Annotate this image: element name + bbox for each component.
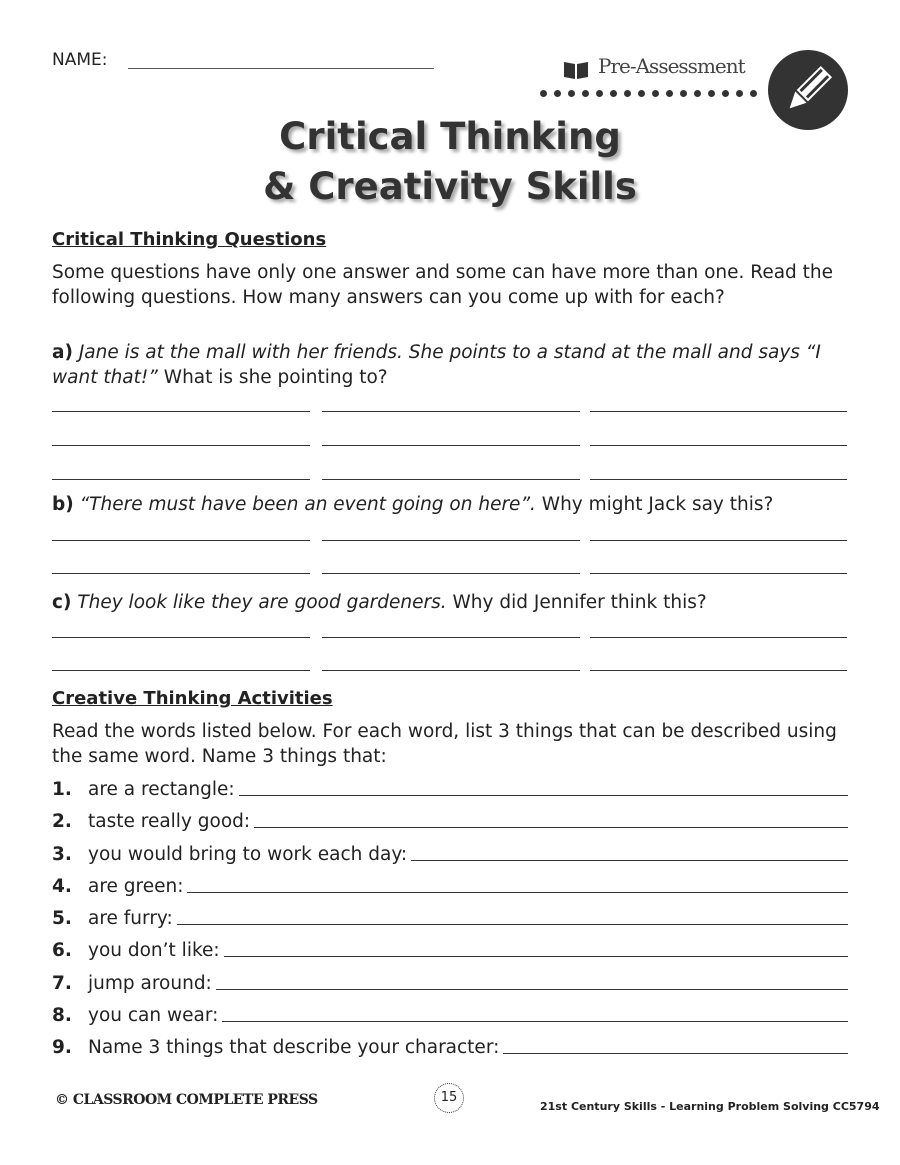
item-number: 2. [52, 811, 72, 832]
critical-intro: Some questions have only one answer and some can have more than one. Read the following questions. How many answers can you come up with for each? [52, 262, 834, 308]
question-plain: Why might Jack say this? [535, 494, 774, 515]
item-answer-line[interactable] [239, 795, 848, 796]
answer-line[interactable] [52, 670, 310, 671]
answer-line[interactable] [322, 670, 580, 671]
book-icon [562, 60, 590, 80]
publisher-logo: © CLASSROOM COMPLETE PRESS [55, 1092, 318, 1108]
answer-line[interactable] [52, 479, 310, 480]
item-number: 7. [52, 973, 72, 994]
question-b [52, 492, 852, 517]
answer-line[interactable] [52, 573, 310, 574]
title-line-1: Critical Thinking [279, 115, 621, 158]
creative-heading: Creative Thinking Activities [52, 688, 333, 709]
answer-line[interactable] [590, 411, 847, 412]
item-prompt: are furry: [88, 908, 173, 929]
item-answer-line[interactable] [177, 924, 848, 925]
critical-heading: Critical Thinking Questions [52, 229, 327, 250]
creative-item [52, 873, 848, 897]
answer-line[interactable] [52, 540, 310, 541]
answer-line[interactable] [52, 637, 310, 638]
item-answer-line[interactable] [216, 989, 848, 990]
answer-line[interactable] [590, 445, 847, 446]
name-label: NAME: [52, 50, 108, 70]
item-answer-line[interactable] [503, 1053, 848, 1054]
question-letter: a) [52, 342, 73, 363]
answer-line[interactable] [52, 445, 310, 446]
question-a [52, 340, 852, 390]
creative-intro: Read the words listed below. For each word, list 3 things that can be described using the same word. Name 3 things that: [52, 721, 837, 767]
item-number: 1. [52, 779, 72, 800]
item-answer-line[interactable] [222, 1021, 848, 1022]
creative-item [52, 841, 848, 865]
question-letter: c) [52, 592, 72, 613]
creative-item [52, 776, 848, 800]
creative-item [52, 970, 848, 994]
item-prompt: Name 3 things that describe your character: [88, 1037, 500, 1058]
answer-line[interactable] [590, 479, 847, 480]
item-number: 3. [52, 844, 72, 865]
creative-item [52, 937, 848, 961]
item-answer-line[interactable] [224, 956, 848, 957]
question-c [52, 590, 852, 615]
series-title: 21st Century Skills - Learning Problem Solving CC5794 [540, 1100, 880, 1113]
question-plain: What is she pointing to? [157, 367, 388, 388]
answer-line[interactable] [322, 637, 580, 638]
answer-line[interactable] [52, 411, 310, 412]
name-field-line[interactable] [128, 68, 434, 69]
answer-line[interactable] [590, 637, 847, 638]
answer-line[interactable] [322, 411, 580, 412]
item-number: 4. [52, 876, 72, 897]
question-italic: They look like they are good gardeners. [77, 592, 447, 613]
item-answer-line[interactable] [187, 892, 848, 893]
answer-line[interactable] [590, 573, 847, 574]
answer-line[interactable] [322, 445, 580, 446]
item-number: 6. [52, 940, 72, 961]
item-prompt: you can wear: [88, 1005, 219, 1026]
item-prompt: you would bring to work each day: [88, 844, 408, 865]
item-prompt: are green: [88, 876, 184, 897]
question-italic: Jane is at the mall with her friends. She points to a stand at the mall and says “I want that!” [52, 342, 821, 388]
creative-item [52, 1002, 848, 1026]
creative-item [52, 808, 848, 832]
item-prompt: taste really good: [88, 811, 251, 832]
page-number: 15 [434, 1083, 464, 1113]
question-italic: “There must have been an event going on here”. [79, 494, 536, 515]
item-answer-line[interactable] [254, 827, 848, 828]
item-prompt: are a rectangle: [88, 779, 235, 800]
answer-line[interactable] [590, 670, 847, 671]
title-line-2: & Creativity Skills [263, 165, 637, 208]
creative-item [52, 1034, 848, 1058]
item-answer-line[interactable] [411, 860, 848, 861]
dotted-divider [540, 90, 757, 97]
item-prompt: you don’t like: [88, 940, 220, 961]
item-number: 9. [52, 1037, 72, 1058]
item-number: 8. [52, 1005, 72, 1026]
answer-line[interactable] [590, 540, 847, 541]
pre-assessment-badge: Pre-Assessment [598, 54, 745, 78]
item-prompt: jump around: [88, 973, 212, 994]
question-plain: Why did Jennifer think this? [446, 592, 707, 613]
answer-line[interactable] [322, 573, 580, 574]
item-number: 5. [52, 908, 72, 929]
creative-item [52, 905, 848, 929]
question-letter: b) [52, 494, 74, 515]
answer-line[interactable] [322, 479, 580, 480]
answer-line[interactable] [322, 540, 580, 541]
